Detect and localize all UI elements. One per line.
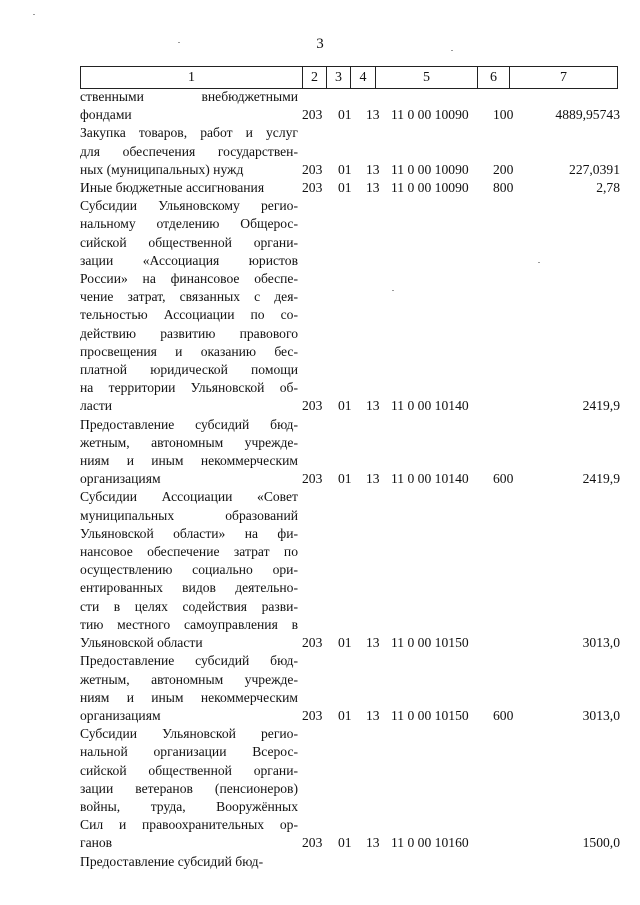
description-line: России» на финансовое обеспе-	[80, 271, 298, 287]
description-line: войны, труда, Вооружённых	[80, 798, 298, 814]
row-description	[80, 197, 298, 415]
description-line: сти в целях содействия разви-	[80, 598, 298, 614]
target-article-code: 11 0 00 10140	[391, 398, 469, 414]
description-line: ниям и иным некоммерческим	[80, 689, 298, 705]
description-line: ласти	[80, 398, 113, 414]
description-line: тию местного самоуправления в	[80, 616, 298, 632]
description-line: Субсидии Ульяновскому регио-	[80, 198, 298, 214]
description-line: Ульяновской области	[80, 635, 203, 651]
scan-speck	[178, 42, 180, 43]
row-codes	[298, 652, 620, 725]
description-line: нальной организации Всерос-	[80, 744, 298, 760]
description-line: на территории Ульяновской об-	[80, 380, 298, 396]
description-line: фондами	[80, 107, 132, 123]
row-description	[80, 88, 298, 124]
description-line: просвещения и оказанию бес-	[80, 343, 298, 359]
amount: 4889,95743	[555, 107, 620, 123]
amount: 2419,9	[582, 471, 620, 487]
row-description	[80, 179, 298, 197]
table-header	[80, 66, 618, 89]
description-line: жетным, автономным учрежде-	[80, 434, 298, 450]
amount: 3013,0	[582, 635, 620, 651]
description-line: тельностью Ассоциации по со-	[80, 307, 298, 323]
description-line: зации «Ассоциация юристов	[80, 252, 298, 268]
description-line: осуществлению социально ори-	[80, 562, 298, 578]
description-line: Субсидии Ульяновской регио-	[80, 726, 298, 742]
description-line: сийской общественной органи-	[80, 762, 298, 778]
amount: 2419,9	[582, 398, 620, 414]
description-line: Предоставление субсидий бюд-	[80, 653, 298, 669]
expense-type-code: 600	[493, 471, 514, 487]
ministry-code: 203	[302, 180, 323, 196]
section-code: 01	[338, 635, 352, 651]
row-description	[80, 652, 298, 725]
target-article-code: 11 0 00 10090	[391, 180, 469, 196]
row-description	[80, 416, 298, 489]
description-line: жетным, автономным учрежде-	[80, 671, 298, 687]
section-code: 01	[338, 707, 352, 723]
description-line: платной юридической помощи	[80, 362, 298, 378]
description-line: Ульяновской области» на фи-	[80, 525, 298, 541]
header-col-1: 1	[81, 67, 303, 88]
section-code: 01	[338, 835, 352, 851]
description-line: ственными внебюджетными	[80, 89, 298, 104]
amount: 227,0391	[569, 161, 620, 177]
table-row	[80, 488, 620, 652]
section-code: 01	[338, 107, 352, 123]
target-article-code: 11 0 00 10160	[391, 835, 469, 851]
header-col-4: 4	[351, 67, 376, 88]
subsection-code: 13	[366, 707, 380, 723]
section-code: 01	[338, 398, 352, 414]
description-line: чение затрат, связанных с дея-	[80, 289, 298, 305]
table-row	[80, 853, 620, 871]
table-row	[80, 197, 620, 415]
description-line: организациям	[80, 707, 161, 723]
description-line: Закупка товаров, работ и услуг	[80, 125, 298, 141]
description-line: зации ветеранов (пенсионеров)	[80, 780, 298, 796]
table-row	[80, 124, 620, 179]
row-description	[80, 124, 298, 179]
description-line: Сил и правоохранительных ор-	[80, 817, 298, 833]
subsection-code: 13	[366, 161, 380, 177]
row-description	[80, 725, 298, 852]
section-code: 01	[338, 180, 352, 196]
row-codes	[298, 488, 620, 652]
table-row	[80, 652, 620, 725]
ministry-code: 203	[302, 635, 323, 651]
table-row	[80, 88, 620, 124]
header-col-7: 7	[510, 67, 618, 88]
description-line: Иные бюджетные ассигнования	[80, 180, 265, 196]
row-codes	[298, 197, 620, 415]
subsection-code: 13	[366, 180, 380, 196]
table-row	[80, 179, 620, 197]
row-codes	[298, 725, 620, 852]
amount: 1500,0	[582, 835, 620, 851]
row-codes	[298, 853, 620, 871]
row-description	[80, 853, 298, 871]
expense-type-code: 800	[493, 180, 514, 196]
description-line: для обеспечения государствен-	[80, 143, 298, 159]
row-codes	[298, 416, 620, 489]
ministry-code: 203	[302, 107, 323, 123]
description-line: ентированных видов деятельно-	[80, 580, 298, 596]
ministry-code: 203	[302, 707, 323, 723]
description-line: Предоставление субсидий бюд-	[80, 416, 298, 432]
amount: 3013,0	[582, 707, 620, 723]
target-article-code: 11 0 00 10140	[391, 471, 469, 487]
description-line: нальному отделению Общерос-	[80, 216, 298, 232]
description-line: ниям и иным некоммерческим	[80, 453, 298, 469]
description-line: нансовое обеспечение затрат по	[80, 544, 298, 560]
section-code: 01	[338, 471, 352, 487]
description-line: Субсидии Ассоциации «Совет	[80, 489, 298, 505]
subsection-code: 13	[366, 398, 380, 414]
header-col-5: 5	[376, 67, 478, 88]
description-line: ных (муниципальных) нужд	[80, 161, 244, 177]
ministry-code: 203	[302, 161, 323, 177]
description-line: муниципальных образований	[80, 507, 298, 523]
page-number: 3	[316, 36, 324, 52]
row-description	[80, 488, 298, 652]
description-line: ганов	[80, 835, 113, 851]
description-line: Предоставление субсидий бюд-	[80, 853, 264, 869]
expense-type-code: 100	[493, 107, 514, 123]
description-line: действию развитию правового	[80, 325, 298, 341]
table-row	[80, 416, 620, 489]
subsection-code: 13	[366, 471, 380, 487]
expense-type-code: 200	[493, 161, 514, 177]
ministry-code: 203	[302, 398, 323, 414]
header-col-6: 6	[478, 67, 510, 88]
row-codes	[298, 88, 620, 124]
target-article-code: 11 0 00 10150	[391, 635, 469, 651]
target-article-code: 11 0 00 10090	[391, 161, 469, 177]
subsection-code: 13	[366, 635, 380, 651]
table-row	[80, 725, 620, 852]
target-article-code: 11 0 00 10150	[391, 707, 469, 723]
ministry-code: 203	[302, 471, 323, 487]
row-codes	[298, 124, 620, 179]
scan-speck	[451, 50, 453, 51]
description-line: организациям	[80, 471, 161, 487]
scan-speck	[33, 14, 35, 15]
table-body	[80, 88, 620, 871]
subsection-code: 13	[366, 107, 380, 123]
row-codes	[298, 179, 620, 197]
target-article-code: 11 0 00 10090	[391, 107, 469, 123]
description-line: сийской общественной органи-	[80, 234, 298, 250]
section-code: 01	[338, 161, 352, 177]
expense-type-code: 600	[493, 707, 514, 723]
header-col-2: 2	[303, 67, 327, 88]
header-col-3: 3	[327, 67, 351, 88]
ministry-code: 203	[302, 835, 323, 851]
subsection-code: 13	[366, 835, 380, 851]
amount: 2,78	[596, 180, 620, 196]
